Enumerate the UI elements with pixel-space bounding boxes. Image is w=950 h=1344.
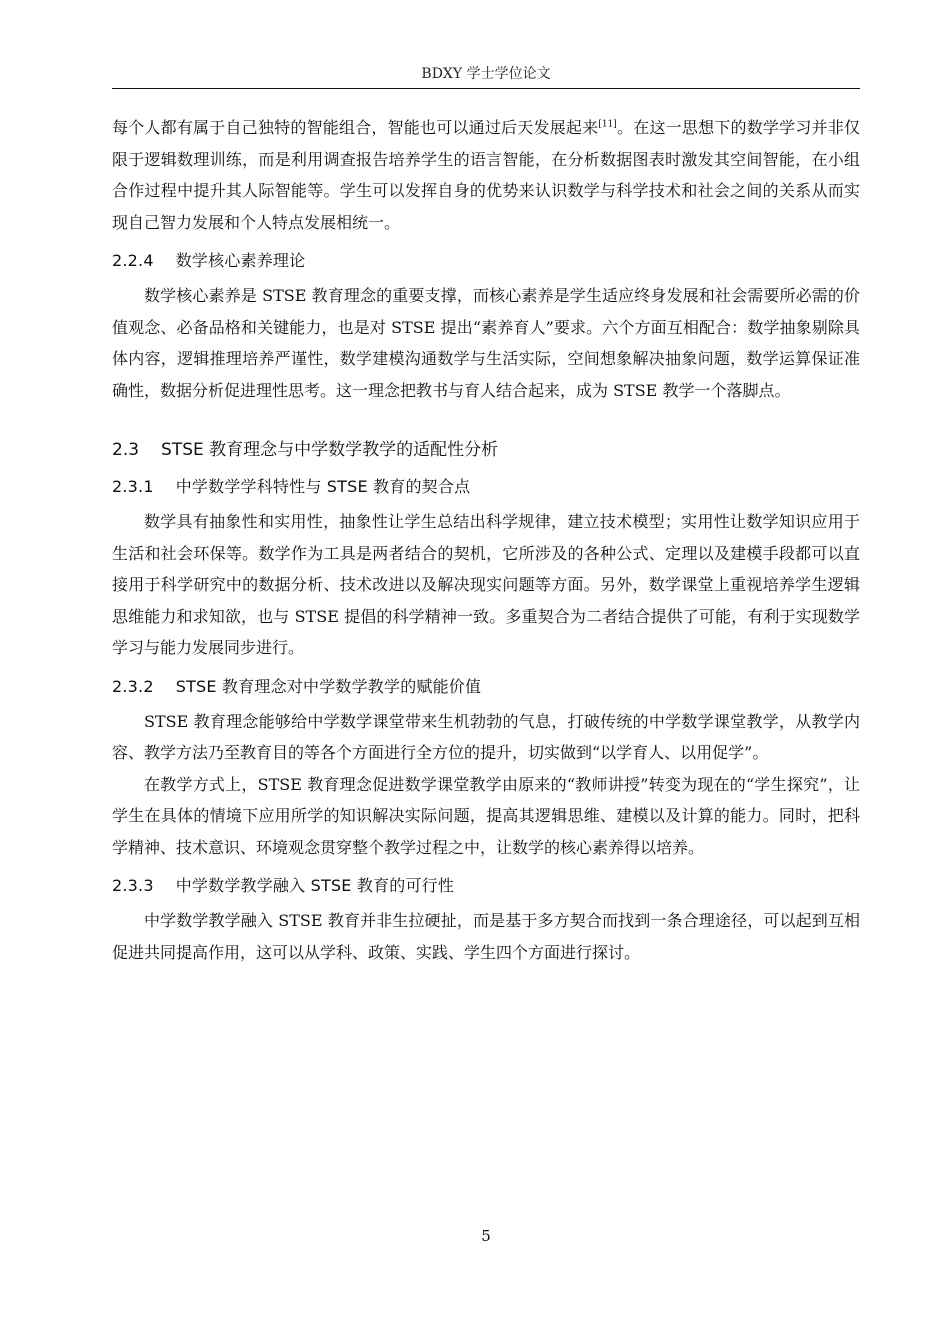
section-number: 2.3 [112, 440, 140, 460]
section-title: STSE 教育理念与中学数学教学的适配性分析 [161, 440, 499, 460]
section-number: 2.3.1 [112, 477, 154, 496]
intro-text-before-cite: 每个人都有属于自己独特的智能组合，智能也可以通过后天发展起来 [112, 118, 599, 137]
section-heading-2-3-2 [112, 674, 860, 700]
section-number: 2.2.4 [112, 251, 154, 270]
section-title: 中学数学教学融入 STSE 教育的可行性 [175, 876, 455, 895]
section-number: 2.3.3 [112, 876, 154, 895]
body-paragraph: 数学核心素养是 STSE 教育理念的重要支撑，而核心素养是学生适应终身发展和社会需要所必需的价值观念、必备品格和关键能力，也是对 STSE 提出“素养育人”要求。六个方面互相配合：数学抽象剔除具体内容，逻辑推理培养严谨性，数学建模沟通数学与生活实际，空间想象解决抽象问题，数学运算保证准确性，数据分析促进理性思考。这一理念把教书与育人结合起来，成为 STSE 教学一个落脚点。 [112, 286, 860, 400]
section-title: STSE 教育理念对中学数学教学的赋能价值 [175, 676, 482, 696]
section-heading-2-3-1 [112, 474, 860, 500]
body-paragraph: 数学具有抽象性和实用性，抽象性让学生总结出科学规律，建立技术模型；实用性让数学知识应用于生活和社会环保等。数学作为工具是两者结合的契机，它所涉及的各种公式、定理以及建模手段都可以直接用于科学研究中的数据分析、技术改进以及解决现实问题等方面。另外，数学课堂上重视培养学生逻辑思维能力和求知欲，也与 STSE 提倡的科学精神一致。多重契合为二者结合提供了可能，有利于实现数学学习与能力发展同步进行。 [112, 512, 860, 657]
body-paragraph: STSE 教育理念能够给中学数学课堂带来生机勃勃的气息，打破传统的中学数学课堂教学，从教学内容、教学方法乃至教育目的等各个方面进行全方位的提升，切实做到“以学育人、以用促学”。 [112, 711, 860, 762]
body-paragraph: 中学数学教学融入 STSE 教育并非生拉硬扯，而是基于多方契合而找到一条合理途径，可以起到互相促进共同提高作用，这可以从学科、政策、实践、学生四个方面进行探讨。 [112, 911, 860, 962]
citation-marker: [11] [598, 119, 617, 130]
section-heading-2-2-4 [112, 248, 860, 274]
page-content [112, 112, 860, 968]
intro-paragraph [112, 112, 860, 238]
intro-text-after-cite: 。在这一思想下的数学学习并非仅限于逻辑数理训练，而是利用调查报告培养学生的语言智能，在分析数据图表时激发其空间智能，在小组合作过程中提升其人际智能等。学生可以发挥自身的优势来认识数学与科学技术和社会之间的关系从而实现自己智力发展和个人特点发展相统一。 [112, 118, 860, 232]
header-rule [112, 88, 860, 89]
section-heading-2-3-3 [112, 873, 860, 899]
body-paragraph: 在教学方式上，STSE 教育理念促进数学课堂教学由原来的“教师讲授”转变为现在的“学生探究”，让学生在具体的情境下应用所学的知识解决实际问题，提高其逻辑思维、建模以及计算的能力。同时，把科学精神、技术意识、环境观念贯穿整个教学过程之中，让数学的核心素养得以培养。 [112, 774, 860, 857]
section-title: 数学核心素养理论 [175, 251, 306, 270]
page-number: 5 [481, 1227, 491, 1245]
section-title: 中学数学学科特性与 STSE 教育的契合点 [175, 477, 471, 496]
running-header: BDXY 学士学位论文 [421, 66, 551, 82]
section-number: 2.3.2 [112, 676, 154, 696]
section-heading-2-3 [112, 436, 860, 464]
